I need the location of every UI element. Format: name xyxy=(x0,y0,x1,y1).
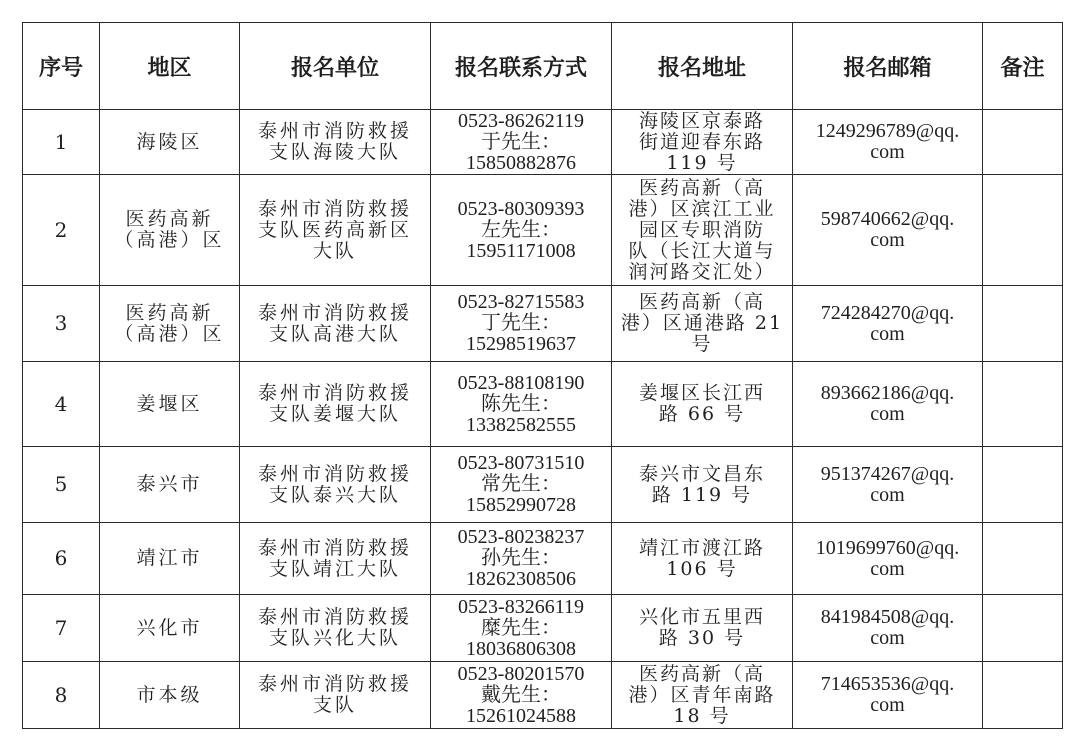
table-row xyxy=(23,286,1063,362)
cell-region-line: 靖江市 xyxy=(136,547,203,569)
cell-email xyxy=(793,662,983,729)
cell-contact-line: 于先生： xyxy=(481,130,561,153)
cell-contact-line: 13382582555 xyxy=(466,413,576,436)
cell-region xyxy=(100,110,240,175)
cell-unit-line: 泰州市消防救援 xyxy=(257,673,412,695)
table-row xyxy=(23,362,1063,447)
cell-unit-line: 支队高港大队 xyxy=(268,322,401,345)
header-index: 序号 xyxy=(23,23,100,110)
cell-contact-line: 孙先生： xyxy=(481,547,561,569)
cell-index: 1 xyxy=(23,110,100,175)
cell-unit xyxy=(240,523,431,595)
cell-address-line: 泰兴市文昌东 xyxy=(638,462,765,485)
header-contact: 报名联系方式 xyxy=(431,23,612,110)
cell-contact-line: 丁先生： xyxy=(481,312,561,334)
header-region: 地区 xyxy=(100,23,240,110)
cell-contact xyxy=(431,662,612,729)
cell-index: 3 xyxy=(23,286,100,362)
cell-unit-line: 泰州市消防救援 xyxy=(257,462,412,485)
cell-unit-line: 支队姜堰大队 xyxy=(268,403,401,425)
cell-unit-line: 泰州市消防救援 xyxy=(257,301,412,324)
cell-address-line: 润河路交汇处） xyxy=(628,260,776,283)
cell-address-line: 兴化市五里西 xyxy=(638,606,765,628)
header-address: 报名地址 xyxy=(612,23,793,110)
cell-region-line: 海陵区 xyxy=(136,130,203,153)
cell-region-line: 泰兴市 xyxy=(136,473,203,495)
cell-region xyxy=(100,175,240,286)
cell-unit xyxy=(240,110,431,175)
cell-note xyxy=(983,595,1063,662)
cell-address-line: 港）区通港路 21 xyxy=(620,312,784,334)
cell-contact-line: 糜先生： xyxy=(481,616,561,639)
cell-note xyxy=(983,362,1063,447)
cell-email-line: com xyxy=(870,141,905,163)
cell-unit xyxy=(240,595,431,662)
cell-address-line: 路 66 号 xyxy=(658,403,746,425)
cell-email-line: com xyxy=(870,557,905,580)
cell-email-line: 841984508@qq. xyxy=(820,606,955,628)
cell-address xyxy=(612,447,793,523)
cell-email xyxy=(793,447,983,523)
cell-unit xyxy=(240,362,431,447)
cell-email-line: 1249296789@qq. xyxy=(815,120,960,142)
cell-region xyxy=(100,286,240,362)
cell-region xyxy=(100,662,240,729)
cell-address xyxy=(612,175,793,286)
cell-contact-line: 0523-83266119 xyxy=(458,595,584,618)
cell-index: 5 xyxy=(23,447,100,523)
cell-address-line: 号 xyxy=(691,333,713,355)
header-unit: 报名单位 xyxy=(240,23,431,110)
cell-address-line: 园区专职消防 xyxy=(638,218,765,241)
cell-contact xyxy=(431,595,612,662)
cell-note xyxy=(983,110,1063,175)
cell-unit-line: 支队 xyxy=(312,694,357,716)
cell-unit-line: 泰州市消防救援 xyxy=(257,536,412,559)
cell-index: 4 xyxy=(23,362,100,447)
cell-address-line: 18 号 xyxy=(673,704,731,727)
cell-index: 8 xyxy=(23,662,100,729)
cell-region xyxy=(100,523,240,595)
cell-address-line: 119 号 xyxy=(666,151,738,174)
cell-unit xyxy=(240,662,431,729)
cell-address-line: 医药高新（高 xyxy=(638,662,765,685)
cell-unit-line: 支队泰兴大队 xyxy=(268,483,401,506)
cell-region-line: 医药高新 xyxy=(125,301,214,324)
cell-address xyxy=(612,110,793,175)
cell-unit-line: 泰州市消防救援 xyxy=(257,606,412,628)
cell-region-line: 兴化市 xyxy=(136,616,203,639)
cell-address-line: 106 号 xyxy=(666,557,738,580)
cell-unit-line: 泰州市消防救援 xyxy=(257,197,412,220)
cell-email xyxy=(793,110,983,175)
cell-contact xyxy=(431,447,612,523)
cell-address xyxy=(612,523,793,595)
cell-contact-line: 0523-88108190 xyxy=(457,371,585,394)
cell-email-line: com xyxy=(870,627,905,649)
cell-index: 2 xyxy=(23,175,100,286)
cell-address-line: 港）区青年南路 xyxy=(628,683,776,706)
cell-contact-line: 戴先生： xyxy=(481,683,561,706)
cell-unit-line: 大队 xyxy=(312,239,357,262)
cell-email-line: com xyxy=(870,403,905,425)
cell-unit-line: 支队医药高新区 xyxy=(257,218,412,241)
cell-contact-line: 0523-80201570 xyxy=(457,662,585,685)
cell-email xyxy=(793,595,983,662)
cell-unit xyxy=(240,286,431,362)
cell-region-line: （高港）区 xyxy=(114,229,225,251)
cell-email-line: 951374267@qq. xyxy=(820,462,955,485)
cell-email-line: 714653536@qq. xyxy=(820,673,955,695)
cell-address-line: 医药高新（高 xyxy=(638,291,765,313)
cell-region xyxy=(100,362,240,447)
table-row xyxy=(23,175,1063,286)
table-row xyxy=(23,110,1063,175)
cell-unit xyxy=(240,175,431,286)
cell-email-line: 893662186@qq. xyxy=(820,382,955,404)
cell-address-line: 路 119 号 xyxy=(651,483,753,506)
cell-contact xyxy=(431,286,612,362)
cell-note xyxy=(983,523,1063,595)
cell-contact-line: 15852990728 xyxy=(466,494,576,516)
table-row xyxy=(23,662,1063,729)
cell-contact-line: 15951171008 xyxy=(466,239,576,262)
cell-contact-line: 左先生： xyxy=(481,218,561,241)
header-email: 报名邮箱 xyxy=(793,23,983,110)
cell-address-line: 姜堰区长江西 xyxy=(638,382,765,404)
cell-region-line: 医药高新 xyxy=(125,208,214,230)
cell-note xyxy=(983,286,1063,362)
cell-contact-line: 常先生： xyxy=(481,473,561,495)
table-row xyxy=(23,595,1063,662)
cell-contact-line: 15298519637 xyxy=(466,333,576,355)
cell-contact-line: 0523-82715583 xyxy=(457,291,585,313)
cell-email-line: 1019699760@qq. xyxy=(815,536,960,559)
cell-address xyxy=(612,595,793,662)
cell-index: 6 xyxy=(23,523,100,595)
cell-email-line: 724284270@qq. xyxy=(820,301,955,324)
cell-note xyxy=(983,447,1063,523)
cell-contact xyxy=(431,175,612,286)
cell-contact-line: 15261024588 xyxy=(466,704,576,727)
header-note: 备注 xyxy=(983,23,1063,110)
cell-address xyxy=(612,362,793,447)
cell-contact-line: 18262308506 xyxy=(466,568,576,590)
cell-address xyxy=(612,286,793,362)
cell-email xyxy=(793,175,983,286)
cell-contact-line: 0523-80309393 xyxy=(457,197,585,220)
cell-email-line: com xyxy=(870,483,905,506)
cell-contact xyxy=(431,110,612,175)
cell-region xyxy=(100,595,240,662)
cell-unit-line: 支队兴化大队 xyxy=(268,627,401,649)
cell-region-line: 市本级 xyxy=(136,683,203,706)
cell-contact xyxy=(431,523,612,595)
cell-email-line: 598740662@qq. xyxy=(820,208,955,230)
cell-contact-line: 0523-80731510 xyxy=(457,452,585,474)
cell-address-line: 医药高新（高 xyxy=(638,176,765,199)
cell-region-line: （高港）区 xyxy=(114,322,225,345)
cell-address-line: 街道迎春东路 xyxy=(638,130,765,153)
cell-address-line: 海陵区京泰路 xyxy=(638,109,765,132)
cell-email xyxy=(793,523,983,595)
cell-region-line: 姜堰区 xyxy=(136,392,203,415)
cell-contact-line: 0523-86262119 xyxy=(458,109,584,132)
cell-unit-line: 支队海陵大队 xyxy=(268,141,401,163)
cell-contact-line: 18036806308 xyxy=(466,637,576,660)
cell-unit-line: 支队靖江大队 xyxy=(268,557,401,580)
cell-address-line: 靖江市渡江路 xyxy=(638,536,765,559)
cell-address xyxy=(612,662,793,729)
cell-contact-line: 陈先生： xyxy=(481,392,561,415)
cell-email xyxy=(793,362,983,447)
cell-address-line: 港）区滨江工业 xyxy=(628,197,776,220)
cell-note xyxy=(983,662,1063,729)
header-row xyxy=(23,23,1063,110)
table-row xyxy=(23,447,1063,523)
cell-email-line: com xyxy=(870,322,905,345)
cell-address-line: 路 30 号 xyxy=(658,627,746,649)
cell-contact-line: 15850882876 xyxy=(466,151,576,174)
table-row xyxy=(23,523,1063,595)
cell-email-line: com xyxy=(870,229,905,251)
cell-contact-line: 0523-80238237 xyxy=(457,526,585,548)
cell-unit-line: 泰州市消防救援 xyxy=(257,120,412,142)
cell-region xyxy=(100,447,240,523)
registration-table xyxy=(22,22,1063,729)
cell-index: 7 xyxy=(23,595,100,662)
cell-email xyxy=(793,286,983,362)
cell-note xyxy=(983,175,1063,286)
cell-unit-line: 泰州市消防救援 xyxy=(257,382,412,404)
cell-contact xyxy=(431,362,612,447)
cell-address-line: 队（长江大道与 xyxy=(628,239,776,262)
cell-email-line: com xyxy=(870,694,905,716)
cell-unit xyxy=(240,447,431,523)
